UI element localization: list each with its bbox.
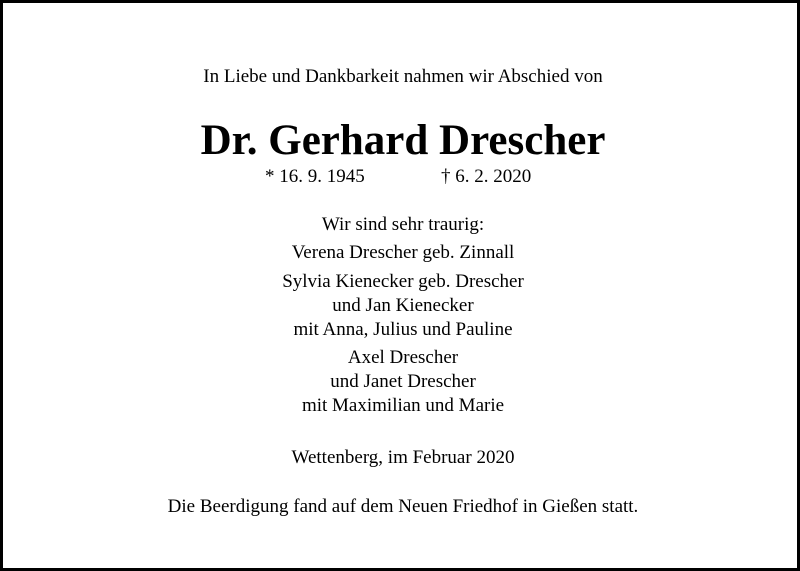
intro-text: In Liebe und Dankbarkeit nahmen wir Abschied von [203,66,603,87]
death-date: † 6. 2. 2020 [441,166,532,187]
mourner-line: Sylvia Kienecker geb. Drescher [282,271,524,292]
birth-date: * 16. 9. 1945 [265,166,365,187]
mourner-line: Axel Drescher [347,347,459,368]
deceased-name: Dr. Gerhard Drescher [200,117,606,164]
mourner-line: mit Anna, Julius und Pauline [293,319,513,340]
mourner-line: mit Maximilian und Marie [301,395,505,416]
mourner-line: und Jan Kienecker [332,295,474,316]
mourners-intro: Wir sind sehr traurig: [321,214,485,235]
place-date: Wettenberg, im Februar 2020 [291,447,515,468]
mourner-line: Verena Drescher geb. Zinnall [291,242,515,263]
funeral-info: Die Beerdigung fand auf dem Neuen Friedhof in Gießen statt. [167,496,639,517]
mourner-line: und Janet Drescher [330,371,476,392]
